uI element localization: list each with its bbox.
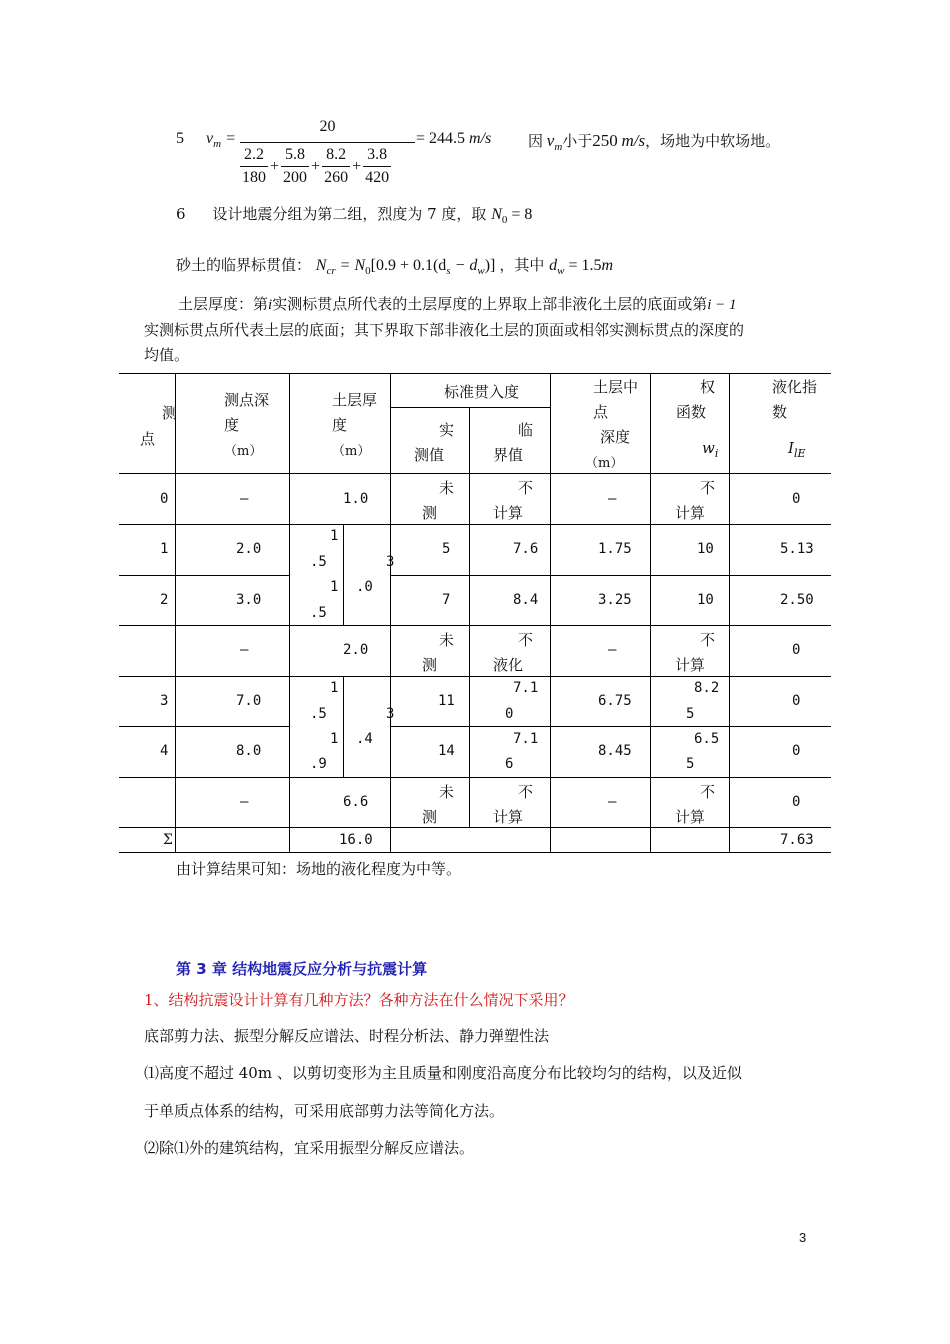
r3-mid: — xyxy=(608,642,617,658)
r2-index: 2.50 xyxy=(780,592,814,608)
answer-methods: 底部剪力法、振型分解反应谱法、时程分析法、静力弹塑性法 xyxy=(144,1027,550,1045)
r6-meas-1: 未 xyxy=(439,783,455,801)
hdr-point-2: 点 xyxy=(140,430,156,448)
hdr-index-symbol: $I_{lE}$ xyxy=(788,439,806,460)
question-text: 1、结构抗震设计计算有几种方法？各种方法在什么情况下采用？ xyxy=(144,991,574,1009)
hdr-depth-2: 度 xyxy=(224,416,240,434)
r6-crit-2: 计算 xyxy=(493,808,524,826)
r1-thick-b: .5 xyxy=(310,554,327,570)
r4-crit-1: 7.1 xyxy=(513,680,539,696)
answer-1b: 于单质点体系的结构，可采用底部剪力法等简化方法。 xyxy=(144,1102,505,1120)
r5-thick-a: 1 xyxy=(330,731,339,747)
hdr-mid-1: 土层中 xyxy=(593,378,639,396)
conclusion-text: 由计算结果可知：场地的液化程度为中等。 xyxy=(176,860,462,878)
r4-crit-2: 0 xyxy=(505,706,514,722)
formula-5-note: 因 $v_m$小于250 m/s，场地为中软场地。 xyxy=(528,131,781,153)
r1-point: 1 xyxy=(160,541,169,557)
hdr-depth-1: 测点深 xyxy=(224,391,270,409)
hdr-index-2: 数 xyxy=(772,403,788,421)
r4-point: 3 xyxy=(160,693,169,709)
r2-w: 10 xyxy=(697,592,714,608)
r6-mid: — xyxy=(608,794,617,810)
hdr-point-1: 测 xyxy=(162,404,178,422)
r0-depth: — xyxy=(240,491,249,507)
r5-crit-1: 7.1 xyxy=(513,731,539,747)
hdr-mid-3: 深度 xyxy=(600,428,631,446)
main-numerator: 20 xyxy=(319,118,336,135)
hdr-thick-3: （m） xyxy=(332,444,371,459)
r0-meas-2: 测 xyxy=(422,504,438,522)
r4-w-2: 5 xyxy=(686,706,695,722)
merged-b-1: 3 xyxy=(386,706,395,722)
hdr-critical-1: 临 xyxy=(518,421,534,439)
hdr-thick-2: 度 xyxy=(332,416,348,434)
line-6-label: 6 xyxy=(176,205,186,223)
r0-index: 0 xyxy=(792,491,801,507)
chapter-heading: 第 3 章 结构地震反应分析与抗震计算 xyxy=(176,960,428,978)
term-1: $\frac{2.2}{180}$ xyxy=(242,146,266,187)
r0-mid: — xyxy=(608,491,617,507)
hdr-index-1: 液化指 xyxy=(772,378,818,396)
r5-point: 4 xyxy=(160,743,169,759)
hdr-measured-1: 实 xyxy=(439,421,455,439)
sum-thick: 16.0 xyxy=(339,832,373,848)
r6-thick: 6.6 xyxy=(343,794,369,810)
hdr-weight-1: 权 xyxy=(700,378,716,396)
r4-index: 0 xyxy=(792,693,801,709)
r0-crit-1: 不 xyxy=(518,479,534,497)
merged-a-2: .0 xyxy=(356,579,373,595)
r6-meas-2: 测 xyxy=(422,808,438,826)
r3-meas-1: 未 xyxy=(439,631,455,649)
dw-formula: $d_w = 1.5m$ xyxy=(549,257,614,278)
r1-crit: 7.6 xyxy=(513,541,539,557)
r2-mid: 3.25 xyxy=(598,592,632,608)
r3-crit-1: 不 xyxy=(518,631,534,649)
term-3: $\frac{8.2}{260}$ xyxy=(324,146,349,187)
r4-thick-b: .5 xyxy=(310,706,327,722)
term-4: $\frac{3.8}{420}$ xyxy=(365,146,390,187)
hdr-spt: 标准贯入度 xyxy=(444,383,520,401)
vm-symbol: $v_m$ = xyxy=(206,130,236,151)
r5-w-1: 6.5 xyxy=(694,731,720,747)
r1-thick-a: 1 xyxy=(330,528,339,544)
merged-a-1: 3 xyxy=(386,554,395,570)
r5-meas: 14 xyxy=(438,743,455,759)
hdr-measured-2: 测值 xyxy=(414,446,445,464)
r3-meas-2: 测 xyxy=(422,656,438,674)
r5-index: 0 xyxy=(792,743,801,759)
r6-index: 0 xyxy=(792,794,801,810)
r2-crit: 8.4 xyxy=(513,592,539,608)
r1-meas: 5 xyxy=(442,541,451,557)
merged-b-2: .4 xyxy=(356,731,373,747)
formula-5-label: 5 xyxy=(176,130,184,147)
r2-depth: 3.0 xyxy=(236,592,262,608)
r5-thick-b: .9 xyxy=(310,756,327,772)
r4-thick-a: 1 xyxy=(330,680,339,696)
formula-5-result: = 244.5 m/s xyxy=(416,130,492,147)
ncr-formula: $N_{cr} = N_0[0.9 + 0.1(d_s - d_w)]$ xyxy=(315,257,496,278)
critical-text: 砂土的临界标贯值： xyxy=(176,256,312,274)
r5-depth: 8.0 xyxy=(236,743,262,759)
r3-w-2: 计算 xyxy=(675,656,706,674)
line-6-text: 设计地震分组为第二组，烈度为 7 度，取 xyxy=(212,205,487,223)
r5-crit-2: 6 xyxy=(505,756,514,772)
hdr-mid-2: 点 xyxy=(593,403,609,421)
r6-depth: — xyxy=(240,794,249,810)
r6-w-1: 不 xyxy=(700,783,716,801)
r0-w-1: 不 xyxy=(700,479,716,497)
r0-w-2: 计算 xyxy=(675,504,706,522)
n0-formula: $N_0 = 8$ xyxy=(491,206,533,227)
hdr-thick-1: 土层厚 xyxy=(332,391,378,409)
r1-w: 10 xyxy=(697,541,714,557)
r1-index: 5.13 xyxy=(780,541,814,557)
r0-point: 0 xyxy=(160,491,169,507)
hdr-critical-2: 界值 xyxy=(493,446,524,464)
term-2: $\frac{5.8}{200}$ xyxy=(283,146,308,187)
r4-mid: 6.75 xyxy=(598,693,632,709)
r2-thick-a: 1 xyxy=(330,579,339,595)
sum-index: 7.63 xyxy=(780,832,814,848)
r3-depth: — xyxy=(240,642,249,658)
r1-depth: 2.0 xyxy=(236,541,262,557)
hdr-depth-3: （m） xyxy=(224,444,263,459)
r3-w-1: 不 xyxy=(700,631,716,649)
hdr-mid-4: （m） xyxy=(585,456,624,471)
thickness-line-2: 实测标贯点所代表土层的底面；其下界取下部非液化土层的顶面或相邻实测标贯点的深度的 xyxy=(144,321,745,339)
r5-w-2: 5 xyxy=(686,756,695,772)
r3-index: 0 xyxy=(792,642,801,658)
r6-crit-1: 不 xyxy=(518,783,534,801)
r6-w-2: 计算 xyxy=(675,808,706,826)
sum-symbol: Σ xyxy=(163,832,173,848)
page-number: 3 xyxy=(799,1230,807,1245)
r0-thick: 1.0 xyxy=(343,491,369,507)
r1-mid: 1.75 xyxy=(598,541,632,557)
thickness-line-3: 均值。 xyxy=(144,346,190,364)
where-text: ，其中 xyxy=(499,256,545,274)
r0-crit-2: 计算 xyxy=(493,504,524,522)
hdr-weight-2: 函数 xyxy=(676,403,707,421)
r5-mid: 8.45 xyxy=(598,743,632,759)
thickness-line-1: 土层厚度：第i实测标贯点所代表的土层厚度的上界取上部非液化土层的底面或第i − 1 xyxy=(178,295,737,313)
r2-point: 2 xyxy=(160,592,169,608)
answer-2: ⑵除⑴外的建筑结构，宜采用振型分解反应谱法。 xyxy=(144,1139,475,1157)
hdr-weight-symbol: $w_i$ xyxy=(702,439,719,460)
r2-thick-b: .5 xyxy=(310,605,327,621)
answer-1a: ⑴高度不超过 40m 、以剪切变形为主且质量和刚度沿高度分布比较均匀的结构，以及近似 xyxy=(144,1064,742,1082)
r3-crit-2: 液化 xyxy=(493,656,524,674)
r0-meas-1: 未 xyxy=(439,479,455,497)
r2-meas: 7 xyxy=(442,592,451,608)
main-denominator: $\frac{2.2}{180}$ + $\frac{5.8}{200}$ + $\frac{8.2}{260}$ + $\frac{3.8}{420}$ xyxy=(240,142,415,188)
r3-thick: 2.0 xyxy=(343,642,369,658)
r4-depth: 7.0 xyxy=(236,693,262,709)
r4-meas: 11 xyxy=(438,693,455,709)
r4-w-1: 8.2 xyxy=(694,680,720,696)
